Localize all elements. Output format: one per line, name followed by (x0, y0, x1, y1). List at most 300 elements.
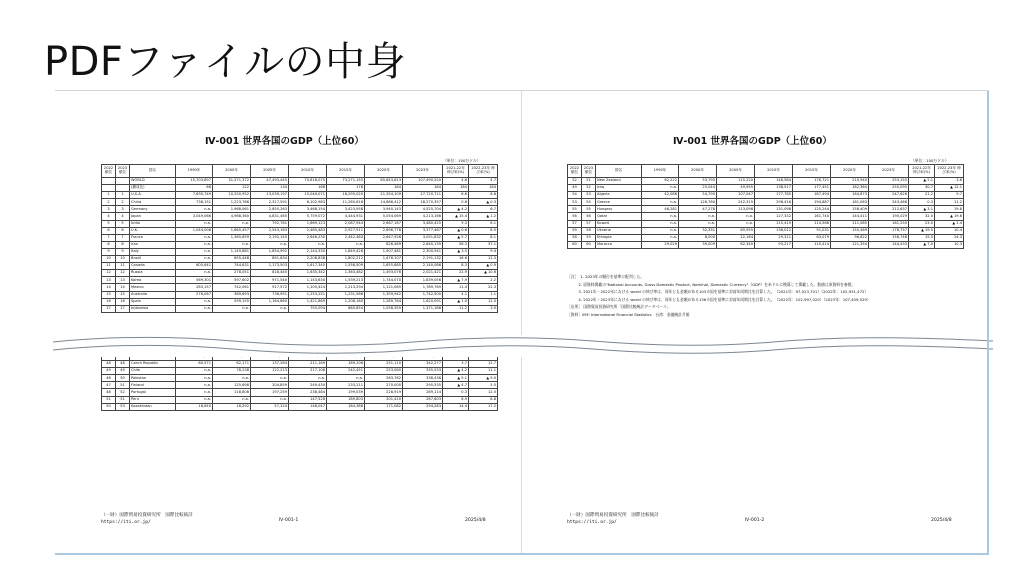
table-cell: n.a. (176, 396, 213, 403)
table-cell: 23.0 (909, 220, 935, 227)
table-cell: 1,365,659 (213, 234, 251, 241)
table-cell: 54 (582, 199, 596, 206)
table-cell: 3.6 (935, 178, 964, 185)
table-cell: 1,164,660 (251, 298, 289, 305)
table-cell: 2,140,086 (403, 263, 443, 270)
table-cell: 238,484 (289, 389, 327, 396)
table-cell: 107,490,520 (403, 178, 443, 185)
table-cell: 6.6 (443, 192, 469, 199)
table-cell: 1,907,481 (365, 248, 403, 255)
table-cell: 389,693 (213, 291, 251, 298)
pdf-viewer[interactable] (55, 90, 989, 555)
table-cell: 1,617,345 (289, 263, 327, 270)
country-cell: France (130, 234, 176, 241)
column-header: 国名 (596, 165, 642, 178)
table-cell: n.a. (176, 389, 213, 396)
country-cell: Finland (130, 382, 176, 389)
table-cell: n.a. (213, 241, 251, 248)
table-cell: 47,278 (679, 206, 717, 213)
table-cell: n.a. (679, 220, 717, 227)
table-cell: n.a. (176, 234, 213, 241)
table-cell: 15,703,897 (176, 178, 213, 185)
table-cell: 126,780 (679, 199, 717, 206)
table-cell: ▲ 19.6 (935, 213, 964, 220)
table-cell: 1,044,006 (176, 227, 213, 234)
country-cell: Germany (130, 206, 176, 213)
table-cell: ▲ 15.4 (443, 213, 469, 220)
table-cell: 6.6 (469, 192, 498, 199)
table-cell: 57,124 (251, 403, 289, 410)
document-title: Ⅳ-001 世界各国のGDP（上位60） (205, 136, 364, 147)
table-cell: 204,859 (251, 382, 289, 389)
table-cell: 182,364 (831, 185, 869, 192)
table-row (102, 178, 498, 185)
table-cell: 210,940 (831, 178, 869, 185)
country-cell: Australia (130, 291, 176, 298)
footer-date: 2025/4/8 (931, 518, 952, 523)
country-cell: Chile (130, 368, 176, 375)
table-cell: 184 (403, 185, 443, 192)
table-cell: 54,790 (679, 192, 717, 199)
table-row (102, 298, 498, 305)
table-cell: 8,000 (679, 234, 717, 241)
table-cell: 49 (116, 368, 130, 375)
table-cell: ▲ 1.0 (443, 298, 469, 305)
table-cell: 1,173,503 (251, 263, 289, 270)
document-title: Ⅳ-001 世界各国のGDP（上位60） (673, 136, 832, 147)
table-cell: 3 (116, 206, 130, 213)
unit-label: （単位：100万ドル） (911, 158, 949, 163)
table-cell: 42,086 (642, 192, 679, 199)
table-cell: 8.8 (469, 396, 498, 403)
table-cell: n.a. (717, 220, 755, 227)
country-cell: Ethiopia (596, 234, 642, 241)
table-cell: 860,854 (327, 305, 365, 312)
table-cell: 7 (102, 234, 116, 241)
table-cell: 1,744,070 (365, 277, 403, 284)
table-cell: 48 (116, 361, 130, 368)
table-cell: 55 (568, 206, 582, 213)
table-cell: ▲ 5.1 (443, 375, 469, 382)
table-cell: 4,444,931 (327, 213, 365, 220)
table-cell: 1,802,212 (327, 256, 365, 263)
table-cell: 113,098 (717, 206, 755, 213)
table-cell: 2,192,145 (251, 234, 289, 241)
table-cell: n.a. (213, 396, 251, 403)
country-cell: India (130, 220, 176, 227)
table-cell: n.a. (176, 220, 213, 227)
table-cell: n.a. (642, 227, 679, 234)
table-cell: 1,208,185 (327, 298, 365, 305)
table-cell: 190,029 (869, 213, 909, 220)
table-cell: 19.8 (935, 206, 964, 213)
table-cell: 4 (116, 213, 130, 220)
table-cell: 5 (102, 220, 116, 227)
table-cell: 2,667,167 (365, 220, 403, 227)
table-row (102, 206, 498, 213)
table-cell: 131,098 (755, 206, 793, 213)
column-header: 2000年 (679, 165, 717, 178)
table-cell: ▲ 10.6 (469, 270, 498, 277)
table-cell: 2 (116, 199, 130, 206)
table-cell: n.a. (642, 220, 679, 227)
country-cell: Qatar (596, 213, 642, 220)
table-cell: 32.0 (909, 213, 935, 220)
table-cell: 125,244 (793, 206, 831, 213)
table-cell: 1,371,166 (403, 305, 443, 312)
table-row (102, 241, 498, 248)
table-cell: 59 (582, 234, 596, 241)
table-cell: 8.3 (443, 263, 469, 270)
pdf-page-1[interactable] (55, 91, 522, 553)
table-cell: 3,480,425 (403, 220, 443, 227)
table-cell: 2,191,132 (403, 256, 443, 263)
column-header: 2022 順位 (568, 165, 582, 178)
table-cell: 12.0 (469, 389, 498, 396)
table-cell: 2,543,163 (251, 227, 289, 234)
table-cell: 2,442,483 (327, 234, 365, 241)
table-cell: 18,295,020 (327, 192, 365, 199)
table-cell: 1,143,630 (289, 277, 327, 284)
column-header: 2022 順位 (102, 165, 116, 178)
table-cell: 30.7 (909, 185, 935, 192)
table-cell: 12 (102, 270, 116, 277)
table-cell: 0.3 (443, 389, 469, 396)
table-cell: 2,087,944 (327, 220, 365, 227)
table-cell: 15,049,071 (289, 192, 327, 199)
table-cell: ▲ 0.9 (469, 263, 498, 270)
table-cell: 17 (116, 305, 130, 312)
table-cell: 51 (102, 396, 116, 403)
table-cell: n.a. (642, 185, 679, 192)
table-cell: n.a. (251, 396, 289, 403)
table-cell: ▲ 4.7 (443, 382, 469, 389)
table-cell: 0.6 (443, 199, 469, 206)
table-cell: 250,095 (869, 185, 909, 192)
table-cell: 338,436 (403, 375, 443, 382)
table-cell: 147,528 (289, 396, 327, 403)
table-row (102, 220, 498, 227)
table-cell: 1,359,942 (365, 291, 403, 298)
table-cell: 12,164 (717, 234, 755, 241)
note-line: ［出所］ 国際貿易投資研究所「国際比較統計データベース」 (567, 304, 671, 310)
table-cell: 11.1 (469, 368, 498, 375)
table-cell: n.a. (176, 248, 213, 255)
table-cell: 744,631 (213, 263, 251, 270)
table-cell: 46,281 (642, 206, 679, 213)
table-cell: 742,061 (213, 284, 251, 291)
table-cell: 8 (102, 241, 116, 248)
table-cell: 56 (582, 213, 596, 220)
country-cell: Spain (130, 298, 176, 305)
table-cell: n.a. (642, 199, 679, 206)
table-cell: 56 (568, 213, 582, 220)
table-cell: 283,157 (176, 284, 213, 291)
table-cell: 11.4 (443, 284, 469, 291)
table-cell: 270,000 (365, 382, 403, 389)
country-cell: WORLD (130, 178, 176, 185)
table-cell: 11 (116, 263, 130, 270)
table-cell: 2,646,230 (289, 234, 327, 241)
country-cell: U.S.A. (130, 192, 176, 199)
footer-url[interactable]: https://iti.or.jp/ (101, 520, 151, 525)
table-cell: 3.9 (469, 305, 498, 312)
table-cell: 211,189 (289, 361, 327, 368)
gdp-table-top (101, 164, 498, 313)
table-cell: 54 (568, 192, 582, 199)
table-cell: 755,094 (289, 305, 327, 312)
column-header: 1990年 (176, 165, 213, 178)
table-cell: 62,171 (213, 361, 251, 368)
table-cell: 58 (568, 234, 582, 241)
gdp-table (567, 164, 964, 249)
column-header: 2010年 (289, 165, 327, 178)
table-cell: 114,568 (793, 220, 831, 227)
column-header: 2010年 (755, 165, 793, 178)
table-cell: 605,641 (176, 263, 213, 270)
country-cell: Ukraine (596, 227, 642, 234)
table-cell: ▲ 1.4 (935, 220, 964, 227)
country-cell: Mexico (130, 284, 176, 291)
table-cell: 10.4 (935, 227, 964, 234)
table-cell: 137,264 (251, 361, 289, 368)
table-row (568, 234, 964, 241)
table-cell: 115,419 (755, 220, 793, 227)
table-cell: 12 (116, 270, 130, 277)
table-cell: 2,640,135 (403, 241, 443, 248)
footer-date: 2025/4/8 (465, 518, 486, 523)
table-row (102, 234, 498, 241)
table-cell: 1,289,784 (365, 298, 403, 305)
table-cell: 189,106 (327, 361, 365, 368)
table-cell: 57 (568, 220, 582, 227)
table-cell: 6 (116, 227, 130, 234)
table-cell: 738,151 (176, 199, 213, 206)
table-cell: 146,584 (755, 178, 793, 185)
table-cell: 58 (582, 227, 596, 234)
table-cell: 826,469 (365, 241, 403, 248)
country-cell: Czech Republic (130, 361, 176, 368)
table-cell: 51 (116, 382, 130, 389)
table-cell: 73,271,155 (327, 178, 365, 185)
table-cell: 298,416 (755, 199, 793, 206)
table-cell: n.a. (327, 241, 365, 248)
table-cell: 177,451 (793, 185, 831, 192)
wave-line-graphic (53, 335, 993, 357)
table-cell: n.a. (176, 241, 213, 248)
table-cell: n.a. (176, 270, 213, 277)
table-cell: 9.3 (443, 220, 469, 227)
country-cell: Kuwait (596, 220, 642, 227)
table-cell: 46 (102, 375, 116, 382)
table-row (568, 178, 964, 185)
table-cell: 49 (568, 185, 582, 192)
table-cell: 18,270,357 (403, 199, 443, 206)
table-cell: 184 (443, 185, 469, 192)
table-row (568, 192, 964, 199)
table-cell: 243,466 (869, 199, 909, 206)
table-row (102, 199, 498, 206)
country-cell: Greece (596, 199, 642, 206)
table-cell: 1,635,342 (289, 270, 327, 277)
table-cell: 6 (102, 227, 116, 234)
table-row (102, 368, 498, 375)
table-cell: 4,968,360 (213, 213, 251, 220)
table-cell: 199,039 (327, 389, 365, 396)
table-cell: n.a. (717, 213, 755, 220)
table-cell: 3,051,832 (403, 234, 443, 241)
table-cell: 136,012 (755, 227, 793, 234)
table-cell: 55 (582, 206, 596, 213)
table-cell: 253,155 (869, 178, 909, 185)
table-cell: 14,666,412 (365, 199, 403, 206)
table-cell: 1 (116, 192, 130, 199)
table-cell: 3,377,467 (403, 227, 443, 234)
column-header: 2015年 (327, 165, 365, 178)
table-cell: 70,618,075 (289, 178, 327, 185)
table-cell: ▲ 0.3 (469, 199, 498, 206)
table-cell: 5 (116, 220, 130, 227)
table-cell: 53 (582, 192, 596, 199)
table-cell: 1,121,065 (365, 284, 403, 291)
table-cell: 68 (176, 185, 213, 192)
table-cell: 118,808 (213, 389, 251, 396)
table-cell: 24.3 (935, 234, 964, 241)
table-cell: 181,063 (831, 199, 869, 206)
table-cell: 12.7 (469, 361, 498, 368)
table-cell: ▲ 5.7 (443, 234, 469, 241)
footer-url[interactable]: https://iti.or.jp/ (567, 520, 617, 525)
table-cell: 22.9 (443, 270, 469, 277)
table-cell: 2 (102, 199, 116, 206)
table-cell: 3,940,143 (365, 206, 403, 213)
country-cell: (構成比) (130, 185, 176, 192)
table-cell: 1 (102, 192, 116, 199)
table-cell: 228,919 (365, 389, 403, 396)
table-cell: 62,222 (642, 178, 679, 185)
table-cell: 144,433 (869, 241, 909, 248)
pdf-page-2[interactable] (523, 91, 989, 553)
slide-title: PDFファイルの中身 (44, 39, 407, 85)
table-cell: 176,721 (793, 178, 831, 185)
table-cell: 85,955 (717, 227, 755, 234)
table-cell: 51 (116, 396, 130, 403)
table-cell: 14.4 (443, 403, 469, 410)
table-cell: 217,106 (289, 368, 327, 375)
table-row (102, 270, 498, 277)
table-cell: ▲ 19.0 (909, 227, 935, 234)
table-cell: ▲ 2.1 (909, 178, 935, 185)
table-cell: 184,388 (327, 403, 365, 410)
table-cell: n.a. (251, 241, 289, 248)
table-cell: 212,637 (869, 206, 909, 213)
table-cell: 294,283 (403, 403, 443, 410)
table-cell: 2,144,330 (289, 248, 327, 255)
table-cell: 60 (568, 241, 582, 248)
table-cell: n.a. (327, 375, 365, 382)
table-cell: 6,102,983 (289, 199, 327, 206)
column-header: 1990年 (642, 165, 679, 178)
table-cell: 891,634 (251, 256, 289, 263)
table-cell: 12.0 (469, 298, 498, 305)
table-cell: 16 (116, 298, 130, 305)
table-cell: 1,556,509 (327, 263, 365, 270)
column-header: 2023年 (403, 165, 443, 178)
table-cell: 247,626 (869, 192, 909, 199)
table-cell: 49,955 (717, 185, 755, 192)
country-cell: China (130, 199, 176, 206)
table-cell: 144,411 (831, 213, 869, 220)
table-cell: 49 (102, 368, 116, 375)
table-cell: n.a. (642, 234, 679, 241)
table-row (568, 185, 964, 192)
table-cell: 8 (116, 241, 130, 248)
column-header: 2023 順位 (582, 165, 596, 178)
table-cell: 121,354 (831, 241, 869, 248)
table-cell: ▲ 4.2 (443, 368, 469, 375)
table-cell: 1,839,056 (403, 277, 443, 284)
table-cell: 156,746 (869, 234, 909, 241)
country-cell: Iraq (596, 185, 642, 192)
table-cell: 12.3 (469, 256, 498, 263)
table-cell: 818,440 (251, 270, 289, 277)
table-row (102, 248, 498, 255)
table-cell: ▲ 1.2 (469, 213, 498, 220)
table-cell: 1,476,107 (365, 256, 403, 263)
country-cell: Indonesia (130, 305, 176, 312)
table-cell: 4,525,704 (403, 206, 443, 213)
table-cell: 1,363,482 (327, 270, 365, 277)
table-cell: 342,277 (403, 361, 443, 368)
table-cell: 655,448 (213, 256, 251, 263)
table-cell: 52 (582, 185, 596, 192)
table-row (102, 263, 498, 270)
table-cell: 1,789,769 (403, 284, 443, 291)
note-line: ［資料］IMF: International Financial Statistics 台湾：金融統計月報 (567, 311, 690, 317)
table-cell: 32,331 (679, 227, 717, 234)
table-cell: n.a. (176, 368, 213, 375)
table-row (102, 227, 498, 234)
table-cell: 295,535 (403, 382, 443, 389)
table-cell: 1,149,881 (213, 248, 251, 255)
country-cell: Russia (130, 270, 176, 277)
table-cell: 85,643,813 (365, 178, 403, 185)
table-cell: 111,085 (831, 220, 869, 227)
table-cell: 9.7 (935, 192, 964, 199)
table-cell: 5,054,069 (365, 213, 403, 220)
table-cell: 251,110 (365, 361, 403, 368)
table-cell: 1,231,566 (327, 291, 365, 298)
column-header: 2015年 (793, 165, 831, 178)
country-cell: Hungary (596, 206, 642, 213)
table-cell: 5.5 (469, 382, 498, 389)
table-cell: 0.3 (909, 199, 935, 206)
table-cell: 249,430 (289, 382, 327, 389)
table-cell: 96,622 (831, 234, 869, 241)
column-header: 2022-23年 伸び率(%) (935, 165, 964, 178)
table-cell: 3.7 (443, 361, 469, 368)
table-cell: n.a. (642, 213, 679, 220)
table-cell: 115,220 (717, 178, 755, 185)
table-cell: 50 (116, 375, 130, 382)
table-cell: 1,968,061 (213, 206, 251, 213)
table-cell: 15 (116, 291, 130, 298)
table-cell (116, 178, 130, 185)
table-cell: 161,740 (793, 213, 831, 220)
table-cell: 14 (116, 284, 130, 291)
table-cell: 53,795 (679, 178, 717, 185)
table-cell: 736,951 (251, 291, 289, 298)
